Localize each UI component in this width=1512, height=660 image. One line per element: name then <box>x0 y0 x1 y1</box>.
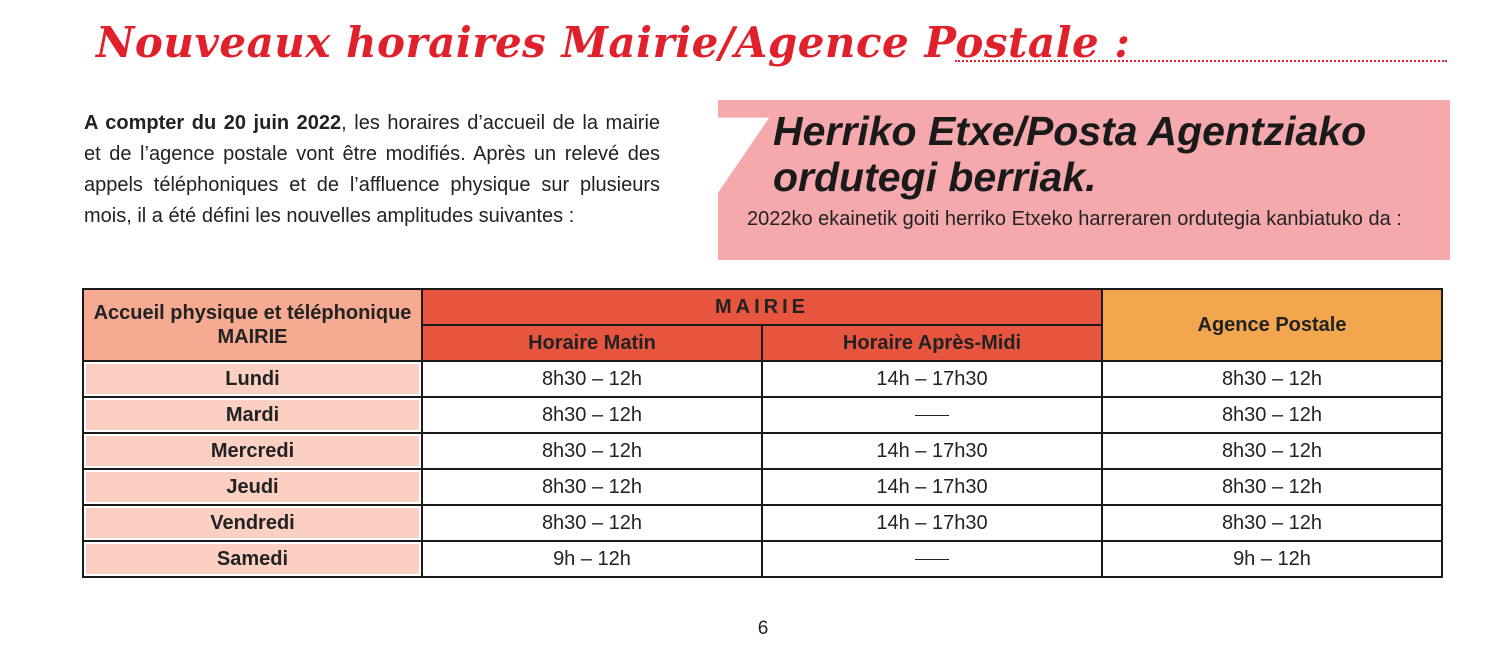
agence-cell: 8h30 – 12h <box>1103 434 1441 470</box>
agence-cell: 8h30 – 12h <box>1103 506 1441 542</box>
intro-paragraph <box>84 108 660 232</box>
table-row <box>84 506 1441 542</box>
day-label: Samedi <box>86 544 419 574</box>
day-label: Mardi <box>86 400 419 430</box>
basque-title-line-1: Herriko Etxe/Posta Agentziako <box>773 108 1367 154</box>
agence-cell: 8h30 – 12h <box>1103 362 1441 398</box>
intro-date-lead: A compter du 20 juin 2022 <box>84 112 342 134</box>
apres-midi-cell: 14h – 17h30 <box>763 434 1103 470</box>
apres-midi-cell: 14h – 17h30 <box>763 506 1103 542</box>
table-row <box>84 542 1441 576</box>
matin-cell: 9h – 12h <box>423 542 763 576</box>
day-cell <box>84 542 423 576</box>
closed-dash <box>915 415 949 416</box>
matin-cell: 8h30 – 12h <box>423 506 763 542</box>
header-horaire-matin: Horaire Matin <box>423 326 763 362</box>
page-number: 6 <box>757 618 769 639</box>
day-label: Lundi <box>86 364 419 394</box>
apres-midi-cell: 14h – 17h30 <box>763 362 1103 398</box>
closed-dash <box>915 559 949 560</box>
header-horaire-apres-midi: Horaire Après-Midi <box>763 326 1103 362</box>
intro-text: , les horaires d’accueil de la mairie et de l’agence postale vont être modifiés. Après un relevé des appels téléphoniques et de l’affluence physique sur plusieurs mois, il a été défini les nouvelles amplitudes suivantes : <box>84 112 661 227</box>
matin-cell: 8h30 – 12h <box>423 362 763 398</box>
basque-paragraph: 2022ko ekainetik goiti herriko Etxeko harreraren ordutegia kanbiatuko da : <box>747 208 1402 230</box>
day-cell <box>84 506 423 542</box>
agence-cell: 9h – 12h <box>1103 542 1441 576</box>
day-cell <box>84 434 423 470</box>
day-cell <box>84 398 423 434</box>
day-label: Jeudi <box>86 472 419 502</box>
day-cell <box>84 470 423 506</box>
apres-midi-closed-cell <box>763 542 1103 576</box>
day-label: Vendredi <box>86 508 419 538</box>
apres-midi-cell: 14h – 17h30 <box>763 470 1103 506</box>
day-label: Mercredi <box>86 436 419 466</box>
schedule-table <box>82 288 1443 578</box>
apres-midi-closed-cell <box>763 398 1103 434</box>
title-dotted-leader <box>955 60 1447 62</box>
agence-cell: 8h30 – 12h <box>1103 398 1441 434</box>
page-title: Nouveaux horaires Mairie/Agence Postale : <box>96 18 1131 67</box>
table-row <box>84 470 1441 506</box>
matin-cell: 8h30 – 12h <box>423 434 763 470</box>
basque-title-line-2: ordutegi berriak. <box>773 154 1097 200</box>
table-header-row <box>84 290 1441 326</box>
header-accueil-label: Accueil physique et téléphonique MAIRIE <box>84 290 423 362</box>
table-row <box>84 434 1441 470</box>
matin-cell: 8h30 – 12h <box>423 398 763 434</box>
header-agence-postale: Agence Postale <box>1103 290 1441 362</box>
agence-cell: 8h30 – 12h <box>1103 470 1441 506</box>
basque-title <box>773 108 1366 200</box>
day-cell <box>84 362 423 398</box>
header-mairie: MAIRIE <box>423 290 1103 326</box>
table-row <box>84 362 1441 398</box>
table-row <box>84 398 1441 434</box>
matin-cell: 8h30 – 12h <box>423 470 763 506</box>
